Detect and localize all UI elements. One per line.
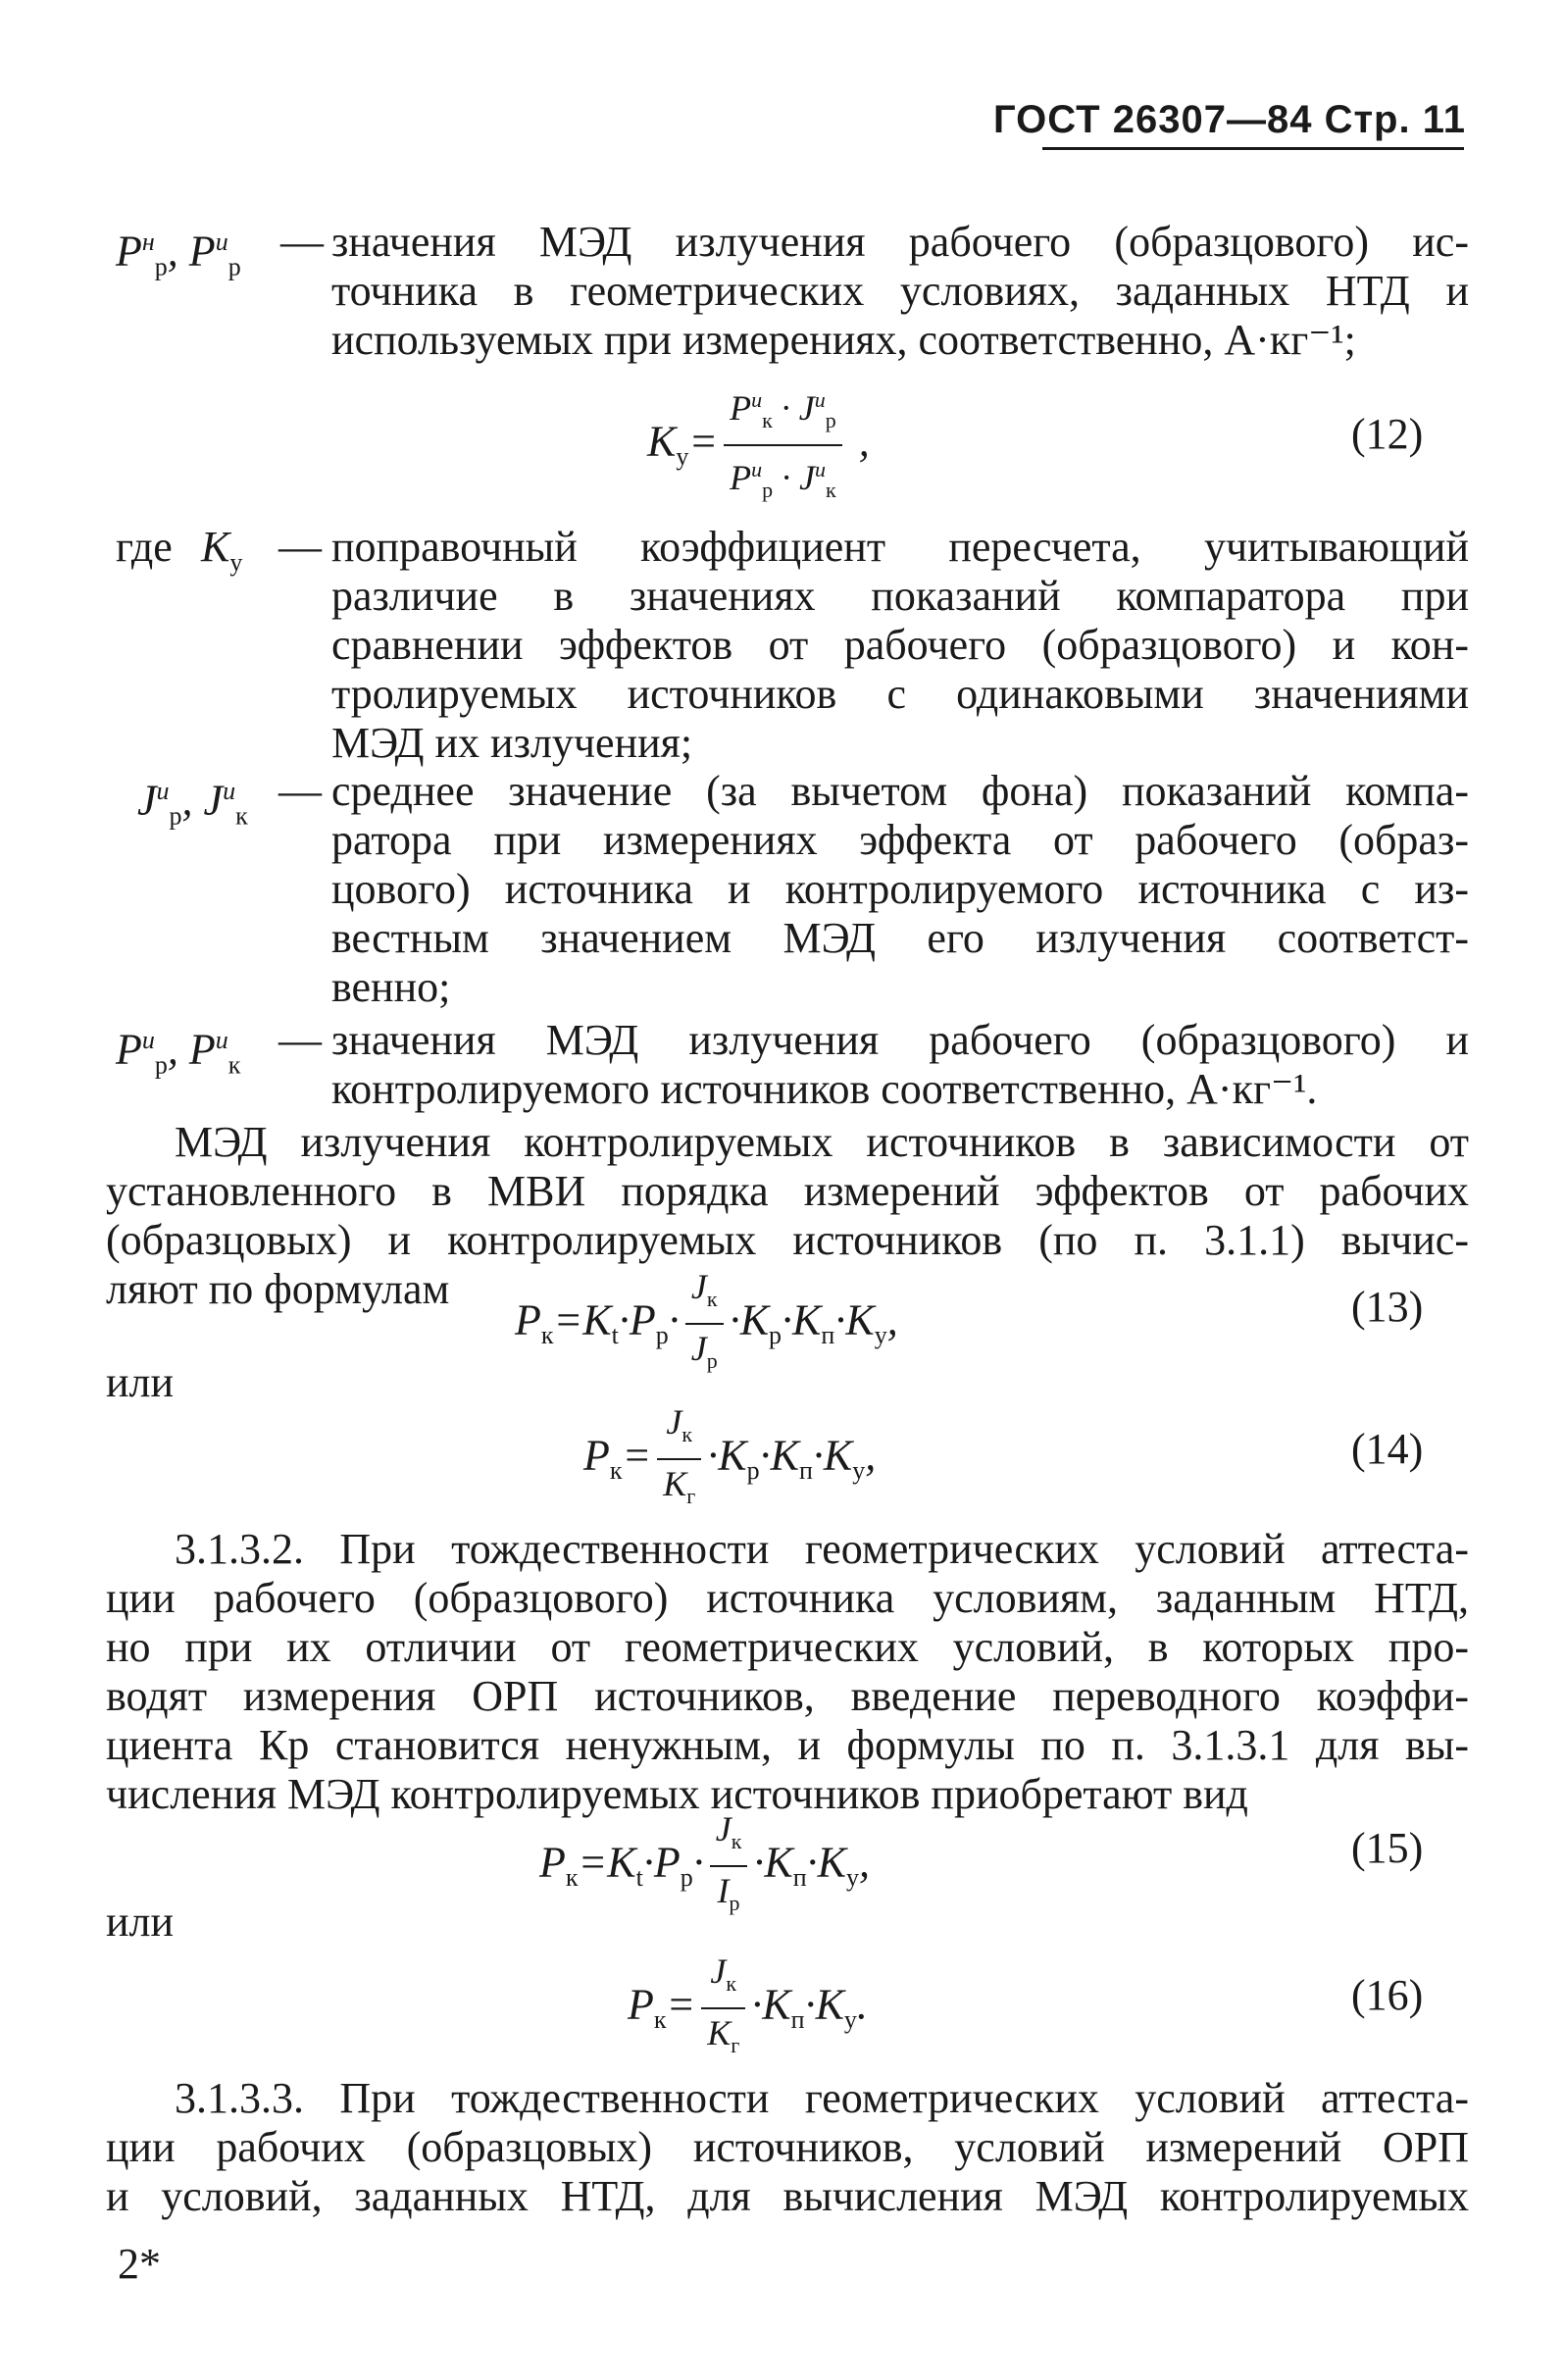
formula-14: $P_к=$ $\frac{J_к}{K_г}$ $\cdot K_р\cdot K_п\cdot K_у$, <box>583 1402 877 1509</box>
paragraph-line: циента Кр становится ненужным, и формулы по п. 3.1.3.1 для вы- <box>106 1721 1469 1769</box>
paragraph-line: МЭД излучения контролируемых источников в зависимости от <box>175 1118 1469 1166</box>
equation-number: (16) <box>1351 1971 1424 2019</box>
signature-mark: 2* <box>118 2240 161 2288</box>
definition-dash: — <box>278 523 322 571</box>
symbol-j-pair: $J^и_р$, $J^и_к$ <box>137 776 248 831</box>
paragraph-line: ляют по формулам <box>106 1265 450 1313</box>
definition-line: точника в геометрических условиях, заданных НТД и <box>331 267 1469 315</box>
definition-line: значения МЭД излучения рабочего (образцового) и <box>331 1016 1469 1064</box>
paragraph-line: водят измерения ОРП источников, введение переводного коэффи- <box>106 1672 1469 1720</box>
paragraph-line: (образцовых) и контролируемых источников (по п. 3.1.1) вычис- <box>106 1216 1469 1264</box>
formula-16: $P_к=$ $\frac{J_к}{K_г}$ $\cdot K_п\cdot K_у$. <box>628 1951 868 2058</box>
definition-line: среднее значение (за вычетом фона) показаний компа- <box>331 767 1469 815</box>
where-label: где <box>116 523 173 571</box>
definition-dash: — <box>280 218 324 266</box>
paragraph-line: ции рабочих (образцовых) источников, условий измерений ОРП <box>106 2123 1469 2171</box>
definition-line: сравнении эффектов от рабочего (образцового) и кон- <box>331 621 1469 669</box>
definition-line: значения МЭД излучения рабочего (образцового) ис- <box>331 218 1469 266</box>
paragraph-line: ции рабочего (образцового) источника условиям, заданным НТД, <box>106 1574 1469 1622</box>
paragraph-line: и условий, заданных НТД, для вычисления МЭД контролируемых <box>106 2172 1469 2220</box>
definition-line: цового) источника и контролируемого источника с из- <box>331 865 1469 913</box>
running-header: ГОСТ 26307—84 Стр. 11 <box>993 98 1466 141</box>
definition-dash: — <box>278 1016 322 1064</box>
equation-number: (13) <box>1351 1283 1424 1331</box>
definition-line: венно; <box>331 963 451 1011</box>
definition-line: тролируемых источников с одинаковыми значениями <box>331 670 1469 718</box>
paragraph-line: 3.1.3.2. При тождественности геометрических условий аттеста- <box>175 1525 1469 1573</box>
equation-number: (14) <box>1351 1425 1424 1473</box>
definition-line: различие в значениях показаний компаратора при <box>331 572 1469 620</box>
definition-line: поправочный коэффициент пересчета, учитывающий <box>331 523 1469 571</box>
definition-line: МЭД их излучения; <box>331 719 693 767</box>
formula-15: $P_к=K_t\cdot P_р\cdot$ $\frac{J_к}{I_р}$ $\cdot K_п\cdot K_у$, <box>539 1809 871 1916</box>
definition-line: используемых при измерениях, соответственно, А·кг⁻¹; <box>331 316 1356 364</box>
paragraph-line: числения МЭД контролируемых источников приобретают вид <box>106 1770 1248 1818</box>
header-rule <box>1042 147 1464 150</box>
or-label: или <box>106 1358 175 1406</box>
or-label: или <box>106 1898 175 1946</box>
symbol-pr-pair: $P^н_р$, $P^и_р$ <box>116 227 241 281</box>
formula-13: $P_к=K_t\cdot P_р\cdot$ $\frac{J_к}{J_р}$ $\cdot K_р\cdot K_п\cdot K_у$, <box>515 1267 898 1374</box>
paragraph-line: но при их отличии от геометрических условий, в которых про- <box>106 1623 1469 1671</box>
paragraph-line: 3.1.3.3. При тождественности геометрических условий аттеста- <box>175 2074 1469 2122</box>
definition-line: ратора при измерениях эффекта от рабочего (образ- <box>331 816 1469 864</box>
definition-dash: — <box>278 767 322 815</box>
symbol-pp-pk: $P^и_р$, $P^и_к$ <box>116 1025 241 1080</box>
definition-line: вестным значением МЭД его излучения соответст- <box>331 914 1469 962</box>
symbol-ky: $K_у$ <box>201 523 243 577</box>
equation-number: (12) <box>1351 410 1424 458</box>
formula-12: $K_у=$ $\frac{P^и_к \cdot J^и_р}{P^и_р \cdot J^и_к}$ , <box>647 380 870 510</box>
paragraph-line: установленного в МВИ порядка измерений эффектов от рабочих <box>106 1167 1469 1215</box>
definition-line: контролируемого источников соответственно, А·кг⁻¹. <box>331 1065 1318 1113</box>
equation-number: (15) <box>1351 1824 1424 1872</box>
